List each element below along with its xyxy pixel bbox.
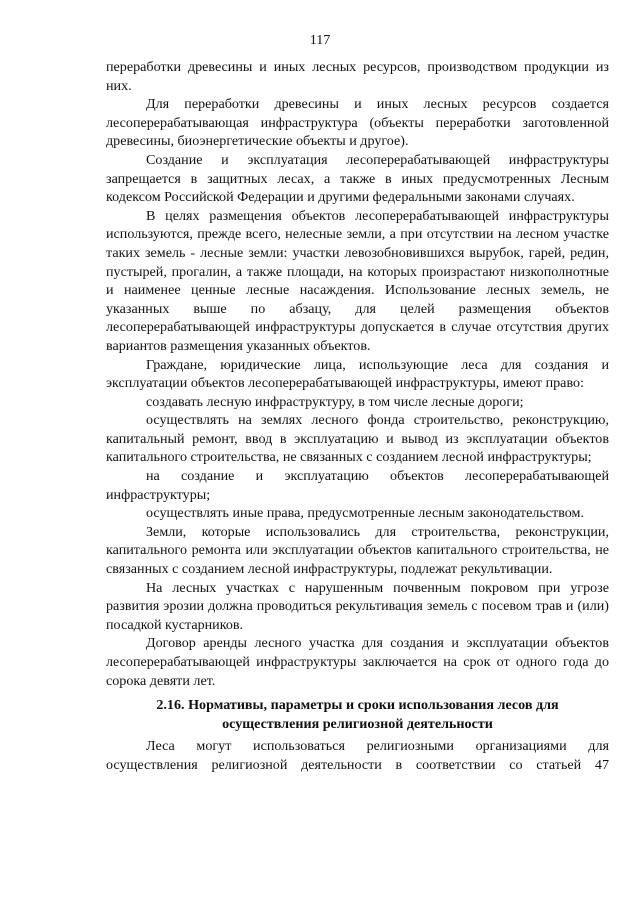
paragraph: Договор аренды лесного участка для создания и эксплуатации объектов лесоперерабатывающей инфраструктуры заключается на срок от одного года до сорока девяти лет. <box>106 635 609 689</box>
section-heading-line: осуществления религиозной деятельности <box>222 715 493 732</box>
page-body <box>106 58 609 775</box>
paragraph: На лесных участках с нарушенным почвенным покровом при угрозе развития эрозии должна проводиться рекультивация земель с посевом трав и (или) посадкой кустарников. <box>106 579 609 633</box>
paragraph: Для переработки древесины и иных лесных ресурсов создается лесоперерабатывающая инфраструктура (объекты переработки заготовленной древесины, биоэнергетические объекты и другое). <box>106 96 609 150</box>
section-heading-line: 2.16. Нормативы, параметры и сроки использования лесов для <box>156 697 559 714</box>
list-item: создавать лесную инфраструктуру, в том числе лесные дороги; <box>146 393 524 410</box>
paragraph: Леса могут использоваться религиозными организациями для осуществления религиозной деятельности в соответствии со статьей 47 <box>106 738 609 773</box>
section-heading <box>106 696 609 733</box>
list-item: осуществлять иные права, предусмотренные лесным законодательством. <box>146 505 584 522</box>
list-item: осуществлять на землях лесного фонда строительство, реконструкцию, капитальный ремонт, ввод в эксплуатацию и вывод из эксплуатации объектов капитального строительства, не связанных с созданием лесной инфраструктуры; <box>106 412 609 466</box>
paragraph: переработки древесины и иных лесных ресурсов, производством продукции из них. <box>106 59 609 94</box>
list-item: на создание и эксплуатацию объектов лесоперерабатывающей инфраструктуры; <box>106 468 609 503</box>
paragraph: Земли, которые использовались для строительства, реконструкции, капитального ремонта или эксплуатации объектов капитального строительства, не связанных с созданием лесной инфраструктуры, подлежат рекультивации. <box>106 523 609 578</box>
paragraph: В целях размещения объектов лесоперерабатывающей инфраструктуры используются, прежде всего, нелесные земли, а при отсутствии на лесном участке таких земель - лесные земли: участки левозобновившихся вырубок, гарей, редин, пустырей, прогалин, а также площади, на которых произрастают низкополнотные и наименее ценные лесные насаждения. Использование лесных земель, не указанных выше по абзацу, для целей размещения объектов лесоперерабатывающей инфраструктуры допускается в случае отсутствия других вариантов размещения указанных объектов. <box>106 207 609 354</box>
paragraph: Создание и эксплуатация лесоперерабатывающей инфраструктуры запрещается в защитных лесах, а также в иных предусмотренных Лесным кодексом Российской Федерации и другими федеральными законами случаях. <box>106 151 609 206</box>
page-number: 117 <box>309 32 331 48</box>
paragraph: Граждане, юридические лица, использующие леса для создания и эксплуатации объектов лесоперерабатывающей инфраструктуры, имеют право: <box>106 356 609 392</box>
